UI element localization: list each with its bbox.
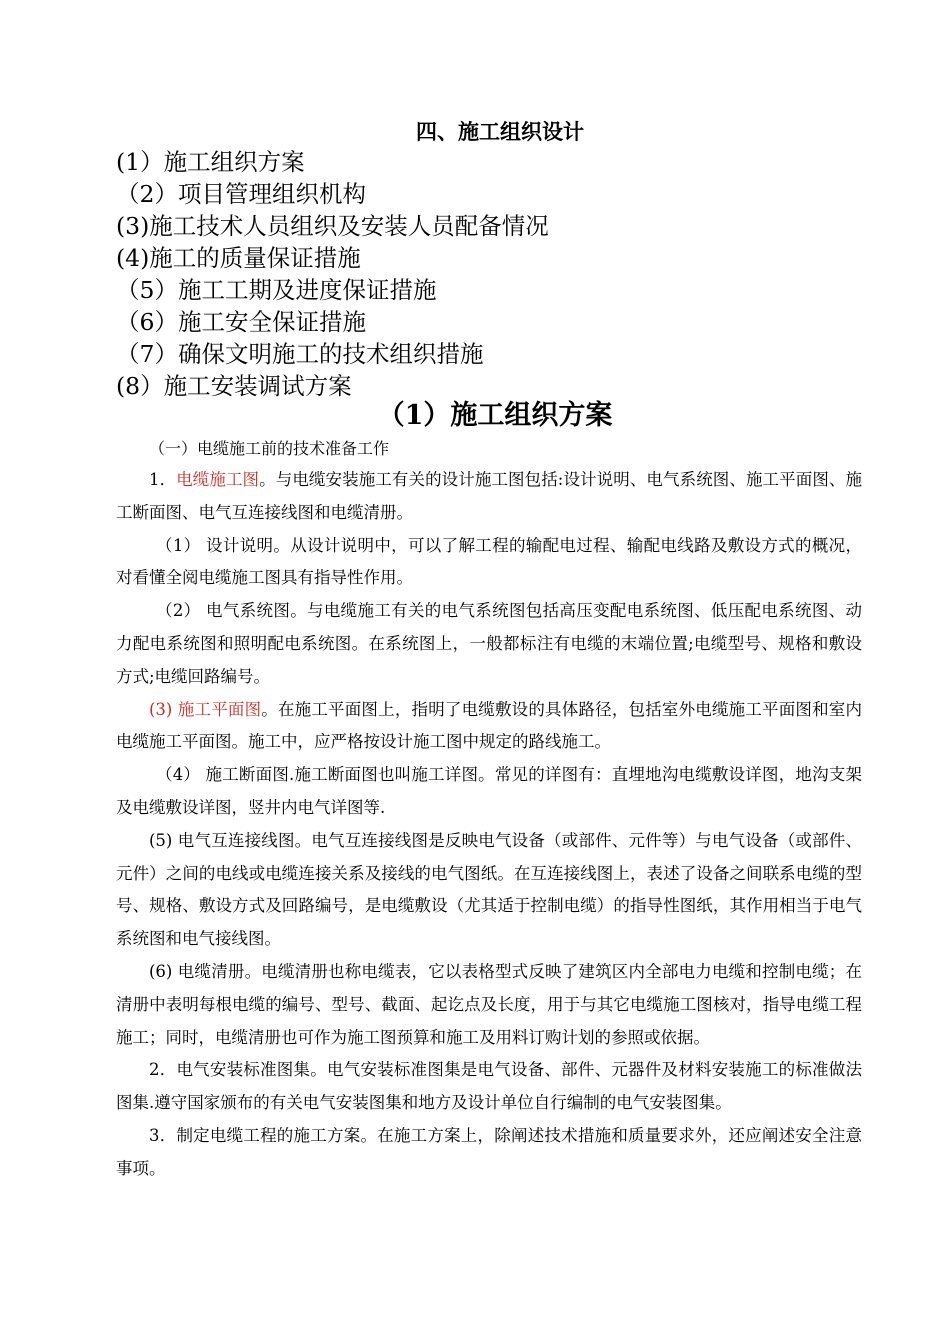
toc-item: (4)施工的质量保证措施 [116, 244, 361, 272]
paragraph-plan-view [116, 694, 862, 760]
paragraph-text: 。与电缆安装施工有关的设计施工图包括:设计说明、电气系统图、施工平面图、施工断面图、电气互连接线图和电缆清册。 [116, 470, 863, 522]
toc-item: （5）施工工期及进度保证措施 [116, 276, 437, 304]
highlight-term: (3) 施工平面图 [149, 699, 262, 719]
paragraph-standard-atlas: 2．电气安装标准图集。电气安装标准图集是电气设备、部件、元器件及材料安装施工的标准做法图集.遵守国家颁布的有关电气安装图集和地方及设计单位自行编制的电气安装图集。 [116, 1060, 862, 1113]
paragraph-text: 。在施工平面图上，指明了电缆敷设的具体路径，包括室外电缆施工平面图和室内电缆施工平面图。施工中，应严格按设计施工图中规定的路线施工。 [116, 699, 863, 752]
toc-item: （7）确保文明施工的技术组织措施 [116, 340, 484, 368]
toc-item: (8）施工安装调试方案 [116, 372, 352, 400]
highlight-term: 电缆施工图 [176, 470, 260, 489]
toc-item: (3)施工技术人员组织及安装人员配备情况 [116, 212, 549, 240]
toc-item: （2）项目管理组织机构 [116, 180, 366, 208]
paragraph-cable-schedule: (6) 电缆清册。电缆清册也称电缆表，它以表格型式反映了建筑区内全部电力电缆和控制电缆；在清册中表明每根电缆的编号、型号、截面、起讫点及长度，用于与其它电缆施工图核对，指导电缆工程施工；同时，电缆清册也可作为施工图预算和施工及用料订购计划的参照或依据。 [116, 961, 862, 1047]
sub-heading: （一）电缆施工前的技术准备工作 [149, 439, 390, 458]
main-title: （1）施工组织方案 [377, 400, 613, 431]
paragraph-design-notes: （1） 设计说明。从设计说明中，可以了解工程的输配电过程、输配电线路及敷设方式的概况，对看懂全阅电缆施工图具有指导性作用。 [116, 535, 862, 588]
paragraph-interconnection: (5) 电气互连接线图。电气互连接线图是反映电气设备（或部件、元件等）与电气设备（或部件、元件）之间的电线或电缆连接关系及接线的电气图纸。在互连接线图上，表述了设备之间联系电缆的型号、规格、敷设方式及回路编号，是电缆敷设（尤其适于控制电缆）的指导性图纸，其作用相当于电气系统图和电气接线图。 [116, 830, 862, 949]
toc-item: （6）施工安全保证措施 [116, 308, 366, 336]
paragraph-system-diagram: （2） 电气系统图。与电缆施工有关的电气系统图包括高压变配电系统图、低压配电系统图、动力配电系统图和照明配电系统图。在系统图上，一般都标注有电缆的末端位置;电缆型号、规格和敷设方式;电缆回路编号。 [116, 601, 862, 686]
paragraph-section-view: （4） 施工断面图.施工断面图也叫施工详图。常见的详图有：直埋地沟电缆敷设详图，地沟支架及电缆敷设详图，竖井内电气详图等. [116, 765, 862, 817]
paragraph-construction-plan: 3．制定电缆工程的施工方案。在施工方案上，除阐述技术措施和质量要求外，还应阐述安全注意事项。 [116, 1125, 862, 1178]
table-of-contents [116, 146, 876, 402]
document-body [116, 434, 862, 1186]
section-title: 四、施工组织设计 [416, 120, 584, 144]
toc-item: (1）施工组织方案 [116, 148, 305, 176]
paragraph-cable-drawings [116, 464, 862, 530]
paragraph-number: 1． [149, 470, 177, 489]
